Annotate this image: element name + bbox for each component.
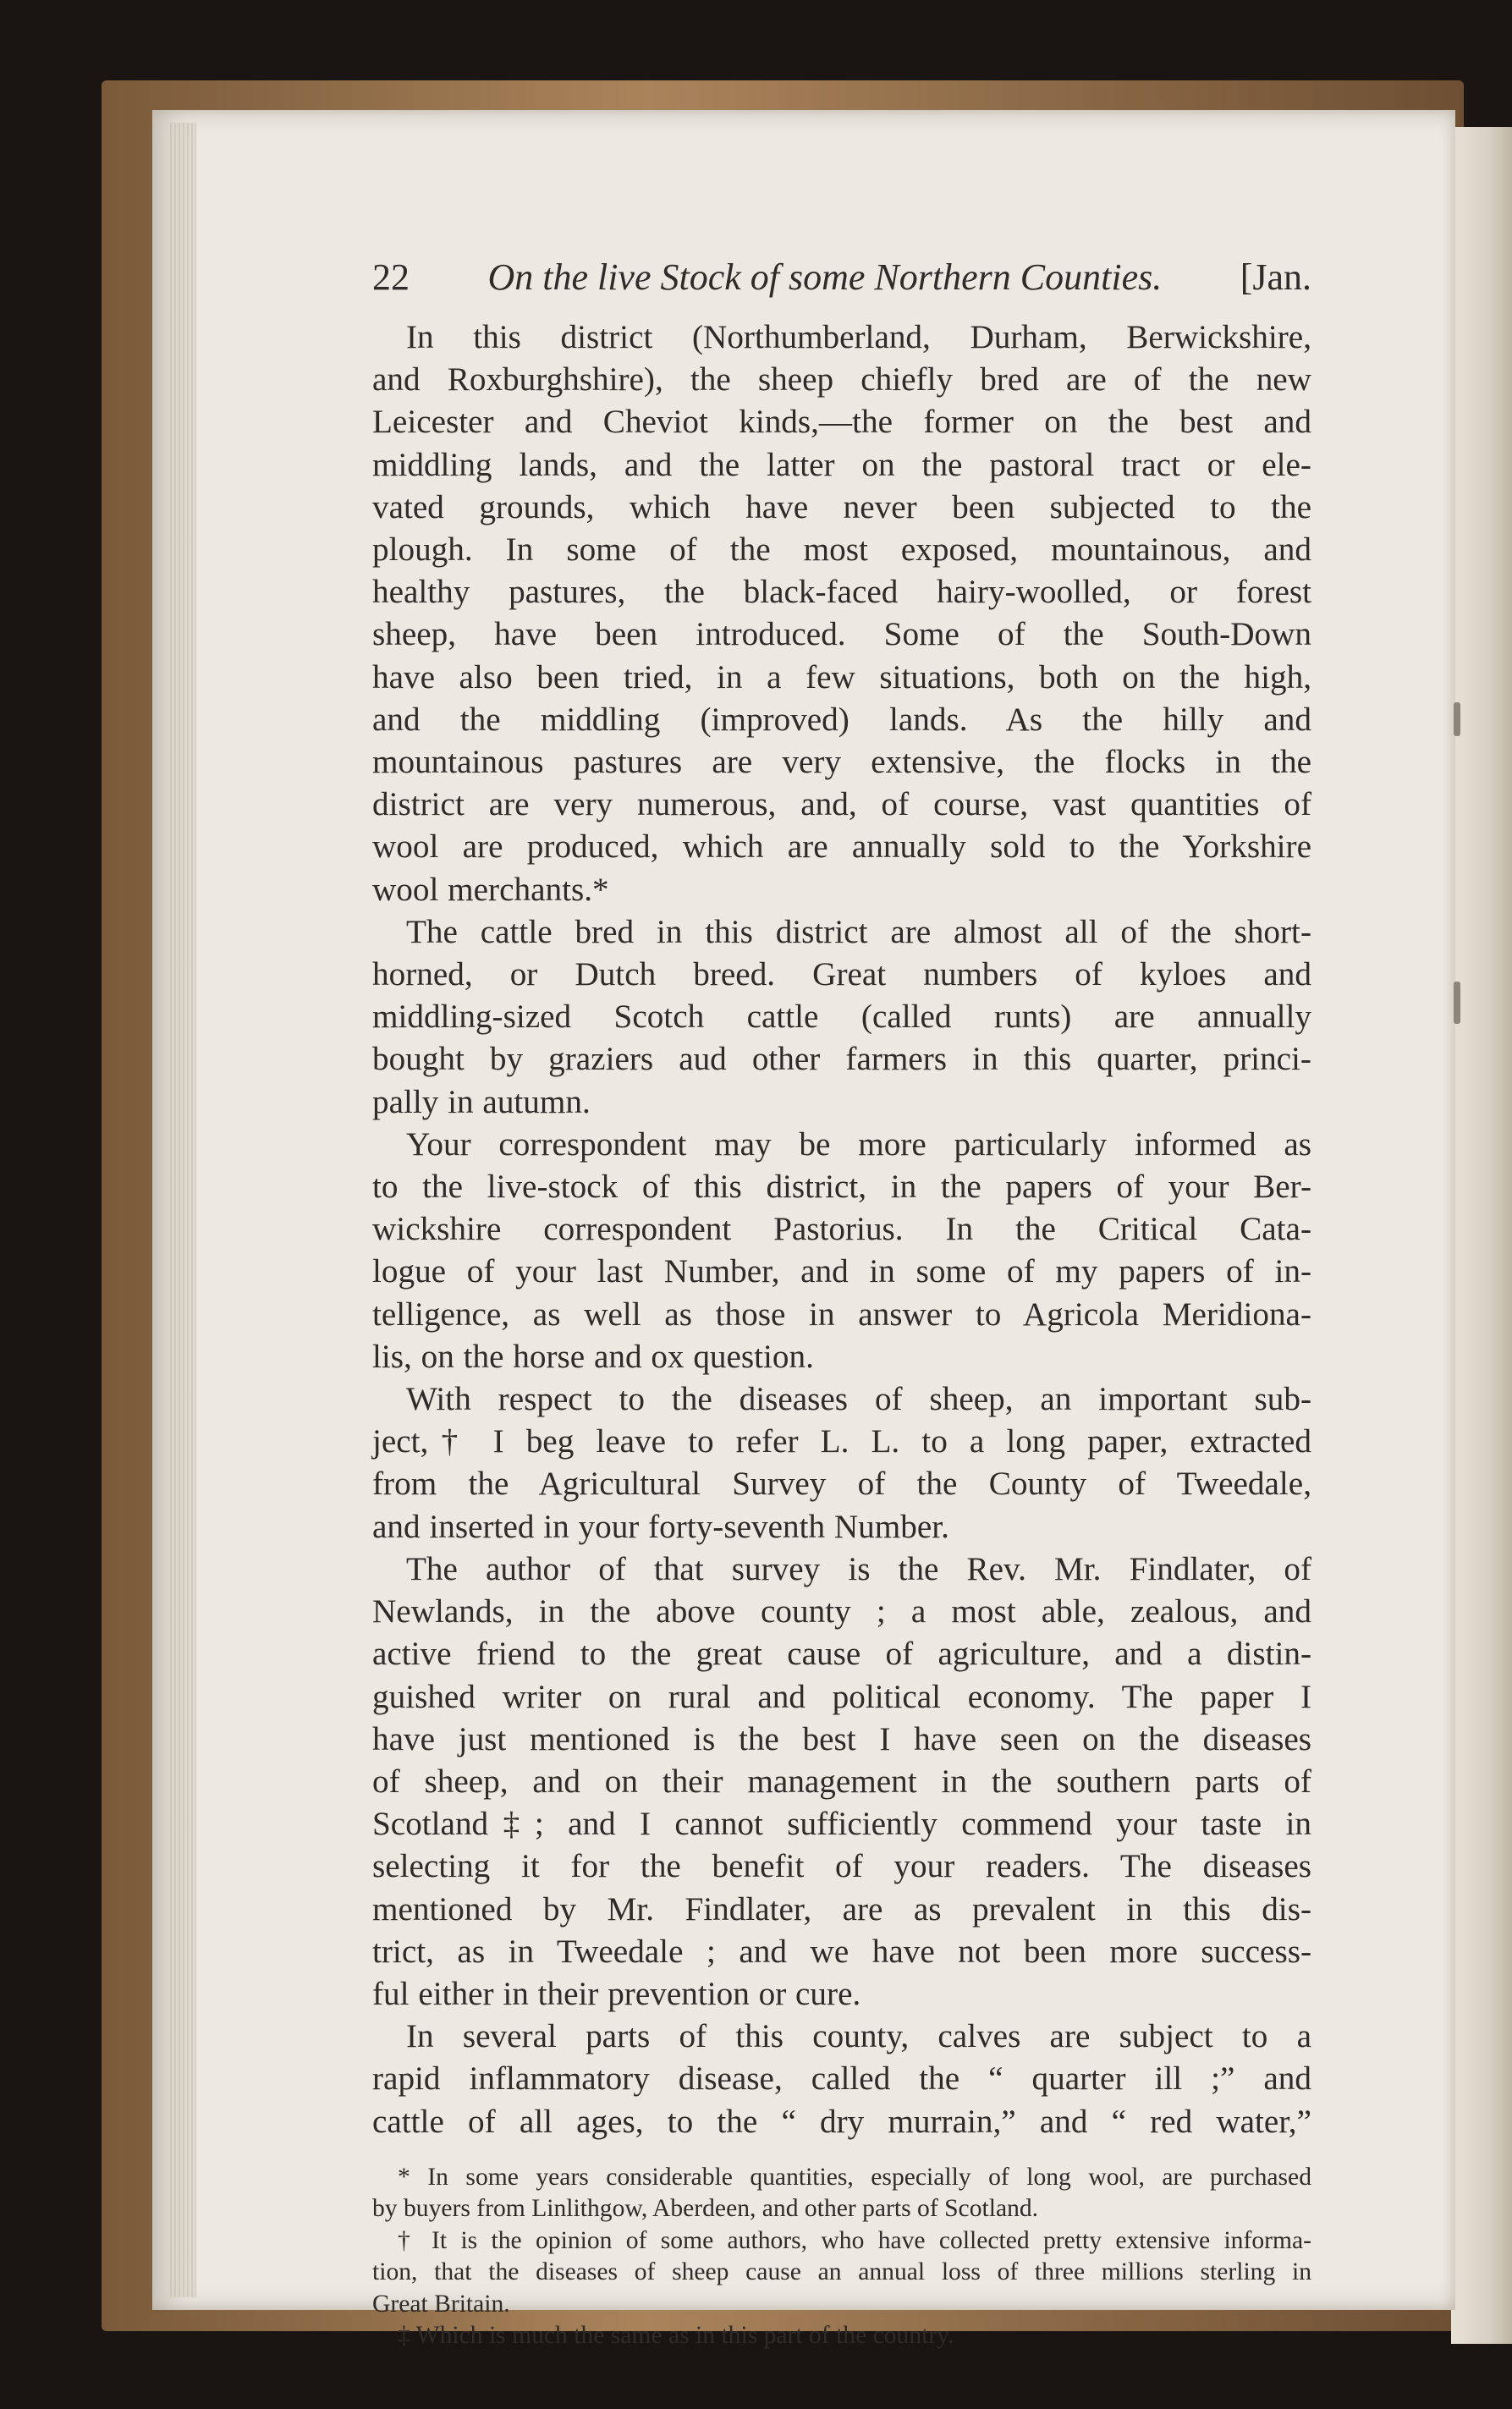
body-line: ful either in their prevention or cure. <box>372 1975 861 2012</box>
body-line: rapid inflammatory disease, called the “ quarter ill ;” and <box>372 2060 1311 2098</box>
body-line: mentioned by Mr. Findlater, are as prevalent in this dis- <box>372 1890 1311 1928</box>
body-line: trict, as in Tweedale ; and we have not been more success- <box>372 1933 1311 1970</box>
body-line: district are very numerous, and, of course, vast quantities of <box>372 786 1311 823</box>
page-text <box>372 252 1311 2352</box>
footnote-line: Great Britain. <box>372 2290 510 2318</box>
margin-mark <box>1454 982 1460 1024</box>
body-line: plough. In some of the most exposed, mountainous, and <box>372 531 1311 569</box>
body-line: telligence, as well as those in answer to Agricola Meridiona- <box>372 1295 1311 1333</box>
footnote-line: * In some years considerable quantities, especially of long wool, are purchased <box>398 2163 1311 2191</box>
body-line: bought by graziers aud other farmers in this quarter, princi- <box>372 1041 1311 1078</box>
body-line: Leicester and Cheviot kinds,—the former on the best and <box>372 404 1311 441</box>
body-line: selecting it for the benefit of your readers. The diseases <box>372 1848 1311 1885</box>
body-line: Scotland‡; and I cannot sufficiently commend your taste in <box>372 1806 1311 1843</box>
body-line: of sheep, and on their management in the southern parts of <box>372 1763 1311 1800</box>
body-line: In several parts of this county, calves are subject to a <box>406 2018 1311 2055</box>
body-line: In this district (Northumberland, Durham, Berwickshire, <box>406 319 1311 355</box>
body-line: With respect to the diseases of sheep, an important sub- <box>406 1381 1311 1418</box>
footnote-line: by buyers from Linlithgow, Aberdeen, and other parts of Scotland. <box>372 2195 1039 2223</box>
body-line: lis, on the horse and ox question. <box>372 1338 814 1375</box>
next-leaf-edge <box>1451 127 1512 2344</box>
body-line: sheep, have been introduced. Some of the South-Down <box>372 616 1311 653</box>
body-line: and inserted in your forty-seventh Number. <box>372 1508 949 1545</box>
body-line: horned, or Dutch breed. Great numbers of kyloes and <box>372 956 1311 993</box>
body-line: have just mentioned is the best I have seen on the diseases <box>372 1720 1311 1757</box>
body-line: from the Agricultural Survey of the County of Tweedale, <box>372 1466 1311 1503</box>
body-line: ject,† I beg leave to refer L. L. to a long paper, extracted <box>372 1423 1311 1460</box>
footnote-line: tion, that the diseases of sheep cause an annual loss of three millions sterling in <box>372 2258 1311 2286</box>
body-line: wool merchants.* <box>372 871 609 908</box>
body-line: guished writer on rural and political economy. The paper I <box>372 1678 1311 1715</box>
footnote-line: † It is the opinion of some authors, who have collected pretty extensive informa- <box>398 2226 1311 2254</box>
page-number: 22 <box>372 256 410 298</box>
body-line: logue of your last Number, and in some of my papers of in- <box>372 1253 1311 1290</box>
page-gutter <box>168 123 196 2297</box>
footnotes <box>372 2162 1311 2352</box>
running-title: On the live Stock of some Northern Counties. <box>487 256 1163 298</box>
body-line: wool are produced, which are annually sold to the Yorkshire <box>372 828 1311 866</box>
body-line: vated grounds, which have never been subjected to the <box>372 488 1311 525</box>
body-line: middling-sized Scotch cattle (called runts) are annually <box>372 998 1311 1036</box>
body-line: to the live-stock of this district, in the papers of your Ber- <box>372 1169 1311 1206</box>
margin-mark <box>1454 702 1460 736</box>
body-line: mountainous pastures are very extensive, the flocks in the <box>372 744 1311 781</box>
body-line: Your correspondent may be more particularly informed as <box>406 1125 1311 1163</box>
body-line: have also been tried, in a few situations, both on the high, <box>372 658 1311 696</box>
body-line: cattle of all ages, to the “ dry murrain,” and “ red water,” <box>372 2103 1311 2140</box>
body-line: healthy pastures, the black-faced hairy-woolled, or forest <box>372 574 1311 611</box>
body-line: wickshire correspondent Pastorius. In the Critical Cata- <box>372 1211 1311 1248</box>
body-line: middling lands, and the latter on the pastoral tract or ele- <box>372 446 1311 483</box>
body-line: Newlands, in the above county ; a most able, zealous, and <box>372 1593 1311 1631</box>
body-line: The cattle bred in this district are almost all of the short- <box>406 913 1311 950</box>
footnote-line: ‡ Which is much the same as in this part of the country. <box>398 2322 954 2350</box>
running-head <box>372 252 1311 303</box>
body-line: and Roxburghshire), the sheep chiefly bred are of the new <box>372 361 1311 399</box>
body-line: and the middling (improved) lands. As the hilly and <box>372 701 1311 738</box>
body-line: pally in autumn. <box>372 1083 591 1120</box>
date-mark: [Jan. <box>1240 256 1311 298</box>
body-line: The author of that survey is the Rev. Mr. Findlater, of <box>406 1550 1311 1587</box>
body-line: active friend to the great cause of agriculture, and a distin- <box>372 1636 1311 1673</box>
body-text <box>372 316 1311 2143</box>
